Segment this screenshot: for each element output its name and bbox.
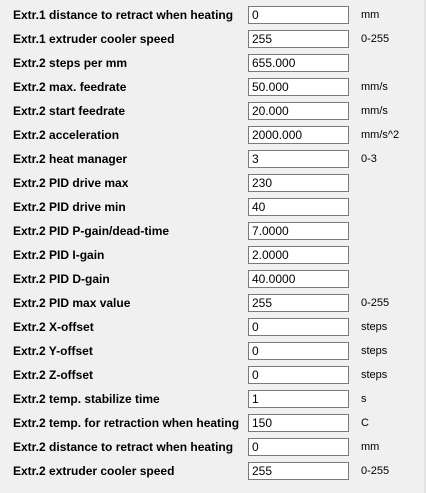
setting-value-input[interactable] — [248, 414, 349, 432]
setting-label: Extr.1 extruder cooler speed — [13, 32, 175, 46]
setting-row — [0, 219, 426, 243]
setting-unit: 0-3 — [361, 153, 377, 165]
setting-unit: mm/s^2 — [361, 129, 400, 141]
setting-label: Extr.2 temp. stabilize time — [13, 392, 160, 406]
setting-value-input[interactable] — [248, 102, 349, 120]
setting-label: Extr.2 start feedrate — [13, 104, 126, 118]
setting-unit: 0-255 — [361, 33, 390, 45]
setting-row — [0, 147, 426, 171]
setting-row — [0, 27, 426, 51]
setting-label: Extr.2 PID D-gain — [13, 272, 110, 286]
setting-value-input[interactable] — [248, 54, 349, 72]
setting-row — [0, 195, 426, 219]
setting-value-input[interactable] — [248, 78, 349, 96]
setting-row — [0, 51, 426, 75]
setting-label: Extr.2 PID drive min — [13, 200, 126, 214]
setting-value-input[interactable] — [248, 30, 349, 48]
setting-value-input[interactable] — [248, 222, 349, 240]
setting-unit: 0-255 — [361, 465, 390, 477]
setting-row — [0, 459, 426, 483]
setting-label: Extr.2 acceleration — [13, 128, 120, 142]
setting-value-input[interactable] — [248, 294, 349, 312]
setting-unit: steps — [361, 369, 388, 381]
setting-row — [0, 171, 426, 195]
setting-value-input[interactable] — [248, 246, 349, 264]
setting-row — [0, 291, 426, 315]
setting-label: Extr.2 temp. for retraction when heating — [13, 416, 240, 430]
setting-row — [0, 387, 426, 411]
setting-label: Extr.2 extruder cooler speed — [13, 464, 175, 478]
setting-unit: mm/s — [361, 105, 388, 117]
setting-unit: 0-255 — [361, 297, 390, 309]
setting-label: Extr.2 PID max value — [13, 296, 131, 310]
setting-row — [0, 99, 426, 123]
setting-row — [0, 363, 426, 387]
setting-value-input[interactable] — [248, 150, 349, 168]
setting-unit: mm — [361, 441, 380, 453]
setting-value-input[interactable] — [248, 270, 349, 288]
setting-row — [0, 75, 426, 99]
setting-label: Extr.2 PID I-gain — [13, 248, 105, 262]
setting-value-input[interactable] — [248, 438, 349, 456]
setting-row — [0, 435, 426, 459]
setting-unit: mm/s — [361, 81, 388, 93]
setting-row — [0, 3, 426, 27]
setting-unit: s — [361, 393, 367, 405]
setting-row — [0, 411, 426, 435]
setting-value-input[interactable] — [248, 390, 349, 408]
setting-label: Extr.2 distance to retract when heating — [13, 440, 234, 454]
setting-row — [0, 339, 426, 363]
setting-value-input[interactable] — [248, 126, 349, 144]
setting-label: Extr.2 max. feedrate — [13, 80, 127, 94]
setting-value-input[interactable] — [248, 174, 349, 192]
setting-value-input[interactable] — [248, 318, 349, 336]
setting-label: Extr.2 heat manager — [13, 152, 128, 166]
setting-value-input[interactable] — [248, 342, 349, 360]
setting-row — [0, 267, 426, 291]
setting-unit: C — [361, 417, 369, 429]
setting-row — [0, 315, 426, 339]
setting-label: Extr.2 Z-offset — [13, 368, 94, 382]
setting-label: Extr.2 steps per mm — [13, 56, 128, 70]
setting-label: Extr.1 distance to retract when heating — [13, 8, 234, 22]
setting-value-input[interactable] — [248, 366, 349, 384]
setting-value-input[interactable] — [248, 198, 349, 216]
setting-label: Extr.2 Y-offset — [13, 344, 93, 358]
setting-value-input[interactable] — [248, 462, 349, 480]
setting-label: Extr.2 PID P-gain/dead-time — [13, 224, 170, 238]
setting-unit: steps — [361, 345, 388, 357]
setting-unit: steps — [361, 321, 388, 333]
setting-row — [0, 123, 426, 147]
setting-unit: mm — [361, 9, 380, 21]
setting-value-input[interactable] — [248, 6, 349, 24]
setting-row — [0, 243, 426, 267]
setting-label: Extr.2 X-offset — [13, 320, 94, 334]
setting-label: Extr.2 PID drive max — [13, 176, 129, 190]
